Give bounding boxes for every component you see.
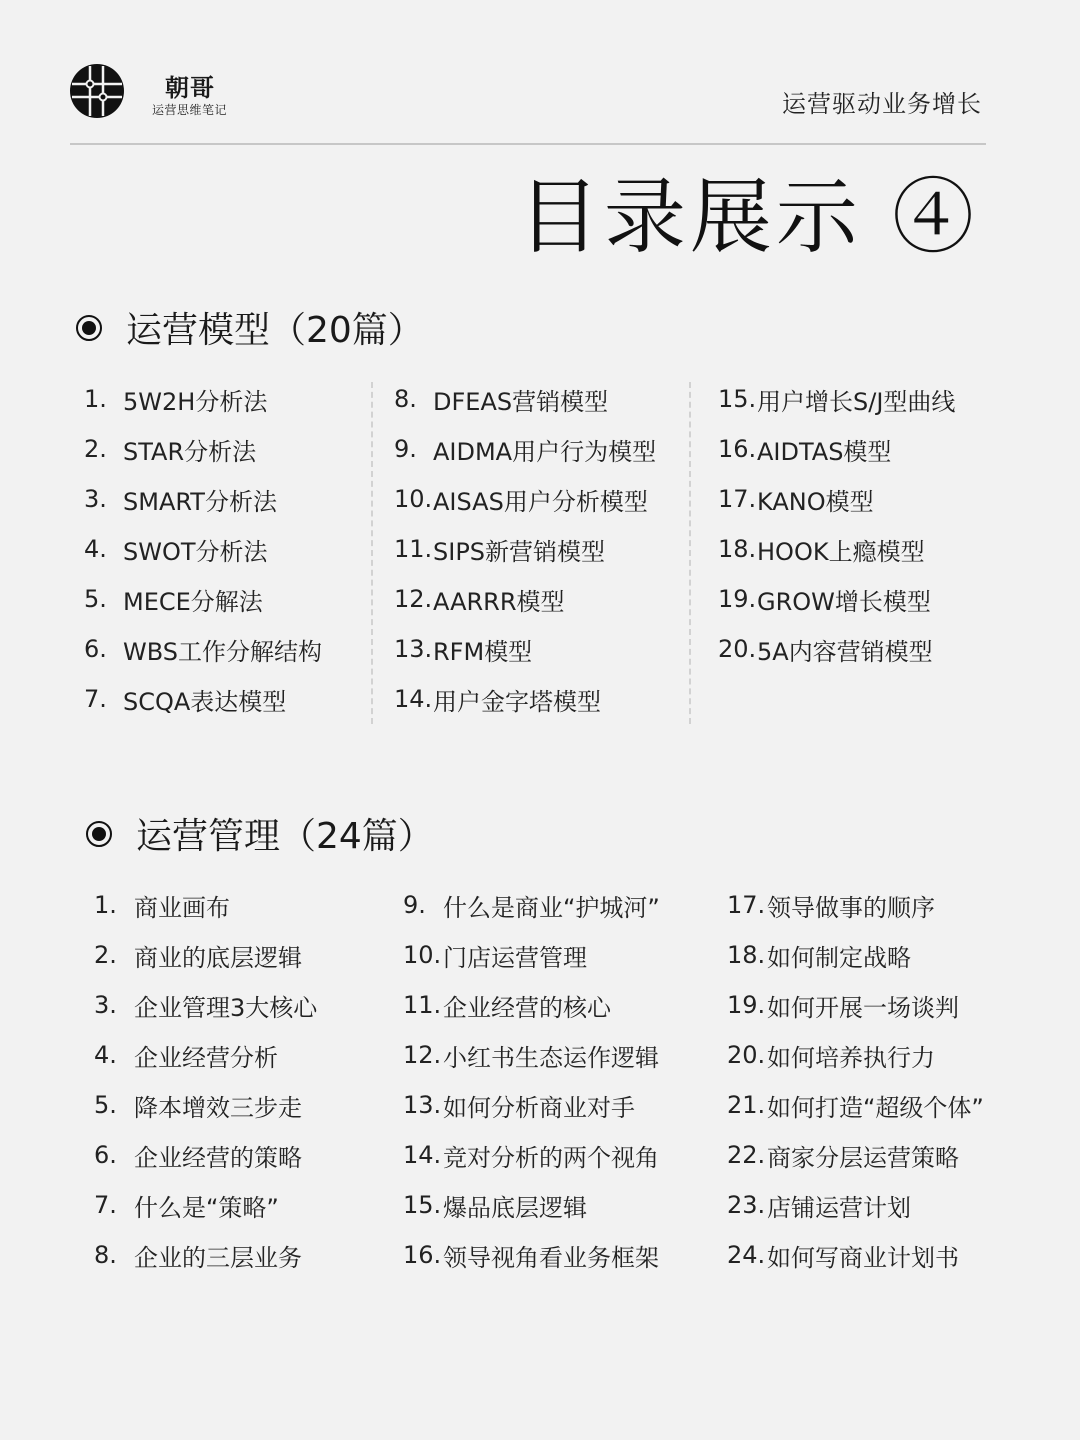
list-item[interactable]: 1. 商业画布 xyxy=(94,891,230,922)
radio-bullet-icon xyxy=(86,821,112,847)
list-item[interactable]: 17. 领导做事的顺序 xyxy=(727,891,935,922)
list-item[interactable]: 4. 企业经营分析 xyxy=(94,1041,278,1072)
list-item[interactable]: 3. SMART分析法 xyxy=(84,485,277,516)
list-item[interactable]: 20. 5A内容营销模型 xyxy=(718,635,933,666)
list-column xyxy=(84,374,322,724)
list-column xyxy=(718,374,955,674)
list-item[interactable]: 24. 如何写商业计划书 xyxy=(727,1241,959,1272)
list-item[interactable]: 20. 如何培养执行力 xyxy=(727,1041,935,1072)
list-item[interactable]: 11. 企业经营的核心 xyxy=(403,991,611,1022)
list-item[interactable]: 23. 店铺运营计划 xyxy=(727,1191,911,1222)
brand-logo-icon xyxy=(70,64,124,118)
list-column xyxy=(394,374,656,724)
list-column xyxy=(403,880,660,1280)
list-item[interactable]: 8. DFEAS营销模型 xyxy=(394,385,609,416)
list-item[interactable]: 5. 降本增效三步走 xyxy=(94,1091,302,1122)
section-title: 运营管理（24篇） xyxy=(136,816,434,857)
list-item[interactable]: 1. 5W2H分析法 xyxy=(84,385,268,416)
list-item[interactable]: 12. 小红书生态运作逻辑 xyxy=(403,1041,659,1072)
page-title: 目录展示 ④ xyxy=(517,170,978,265)
list-item[interactable]: 14. 用户金字塔模型 xyxy=(394,685,601,716)
list-item[interactable]: 8. 企业的三层业务 xyxy=(94,1241,302,1272)
list-item[interactable]: 19. 如何开展一场谈判 xyxy=(727,991,959,1022)
list-column xyxy=(727,880,984,1280)
header-divider xyxy=(70,143,986,145)
radio-bullet-icon xyxy=(76,315,102,341)
list-item[interactable]: 10. 门店运营管理 xyxy=(403,941,587,972)
list-item[interactable]: 4. SWOT分析法 xyxy=(84,535,268,566)
list-item[interactable]: 6. WBS工作分解结构 xyxy=(84,635,323,666)
list-item[interactable]: 18. HOOK上瘾模型 xyxy=(718,535,925,566)
list-item[interactable]: 10. AISAS用户分析模型 xyxy=(394,485,648,516)
list-item[interactable]: 9. 什么是商业“护城河” xyxy=(403,891,660,922)
list-item[interactable]: 7. 什么是“策略” xyxy=(94,1191,279,1222)
section-title: 运营模型（20篇） xyxy=(126,310,424,351)
list-item[interactable]: 18. 如何制定战略 xyxy=(727,941,911,972)
list-item[interactable]: 13. RFM模型 xyxy=(394,635,533,666)
list-item[interactable]: 19. GROW增长模型 xyxy=(718,585,931,616)
list-item[interactable]: 5. MECE分解法 xyxy=(84,585,263,616)
list-item[interactable]: 11. SIPS新营销模型 xyxy=(394,535,606,566)
list-item[interactable]: 17. KANO模型 xyxy=(718,485,874,516)
list-item[interactable]: 16. 领导视角看业务框架 xyxy=(403,1241,659,1272)
section-heading-operation-models xyxy=(76,302,424,353)
brand-name: 朝哥 xyxy=(165,74,215,102)
list-item[interactable]: 16. AIDTAS模型 xyxy=(718,435,892,466)
list-item[interactable]: 6. 企业经营的策略 xyxy=(94,1141,302,1172)
list-item[interactable]: 13. 如何分析商业对手 xyxy=(403,1091,635,1122)
list-item[interactable]: 15. 爆品底层逻辑 xyxy=(403,1191,587,1222)
header-slogan: 运营驱动业务增长 xyxy=(782,90,982,118)
section-heading-operation-management xyxy=(86,808,434,859)
list-item[interactable]: 7. SCQA表达模型 xyxy=(84,685,287,716)
list-item[interactable]: 9. AIDMA用户行为模型 xyxy=(394,435,657,466)
list-item[interactable]: 2. 商业的底层逻辑 xyxy=(94,941,302,972)
list-item[interactable]: 15. 用户增长S/J型曲线 xyxy=(718,385,956,416)
brand-subtitle: 运营思维笔记 xyxy=(152,103,228,117)
list-item[interactable]: 12. AARRR模型 xyxy=(394,585,565,616)
list-item[interactable]: 3. 企业管理3大核心 xyxy=(94,991,318,1022)
list-column xyxy=(94,880,317,1280)
list-item[interactable]: 21. 如何打造“超级个体” xyxy=(727,1091,984,1122)
list-item[interactable]: 2. STAR分析法 xyxy=(84,435,257,466)
list-item[interactable]: 14. 竞对分析的两个视角 xyxy=(403,1141,659,1172)
column-divider xyxy=(371,382,373,724)
column-divider xyxy=(689,382,691,724)
list-item[interactable]: 22. 商家分层运营策略 xyxy=(727,1141,959,1172)
